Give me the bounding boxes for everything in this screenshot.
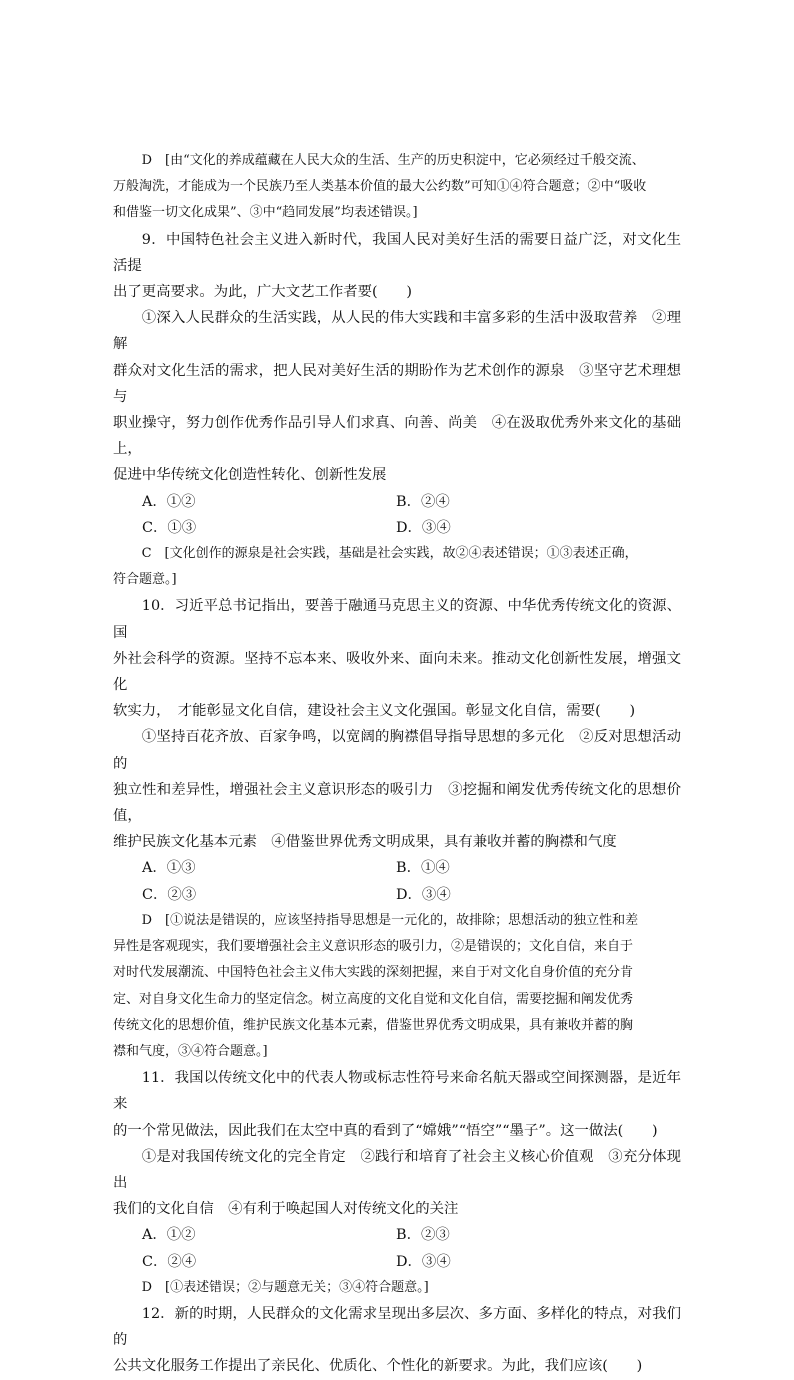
q9-stem-line-2: 出了更高要求。为此，广大文艺工作者要( ) <box>113 284 413 301</box>
q11-answer-line-1: D [①表述错误；②与题意无关；③④符合题意。] <box>141 1279 429 1295</box>
q11-options-row-1 <box>113 1222 681 1248</box>
q10-items-line-2: 独立性和差异性，增强社会主义意识形态的吸引力 ③挖掘和阐发优秀传统文化的思想价值， <box>113 781 681 825</box>
q10-stem-line-1: 10．习近平总书记指出，要善于融通马克思主义的资源、中华优秀传统文化的资源、国 <box>113 598 681 641</box>
q8-answer-line-3: 和借鉴一切文化成果”、③中“趋同发展”均表述错误。] <box>113 205 418 221</box>
q10-stem-line-2: 外社会科学的资源。坚持不忘本来、吸收外来、面向未来。推动文化创新性发展，增强文化 <box>113 650 681 694</box>
q8-answer-line-2: 万般淘洗，才能成为一个民族乃至人类基本价值的最大公约数”可知①④符合题意；②中“吸收 <box>113 179 647 195</box>
q10-answer-line-1: D [①说法是错误的，应该坚持指导思想是一元化的，故排除；思想活动的独立性和差 <box>141 912 639 928</box>
q9-option-b: B．②④ <box>396 493 450 510</box>
q10-answer-line-2: 异性是客观现实，我们要增强社会主义意识形态的吸引力，②是错误的；文化自信，来自于 <box>113 939 634 955</box>
q10-options-row-2 <box>113 882 681 908</box>
q10-answer-line-5: 传统文化的思想价值，维护民族文化基本元素，借鉴世界优秀文明成果，具有兼收并蓄的胸 <box>113 1017 634 1033</box>
q11-items-line-2: 我们的文化自信 ④有利于唤起国人对传统文化的关注 <box>113 1201 459 1218</box>
q10-answer-line-6: 襟和气度，③④符合题意。] <box>113 1043 268 1059</box>
q9-items-line-2: 群众对文化生活的需求，把人民对美好生活的期盼作为艺术创作的源泉 ③坚守艺术理想与 <box>113 362 681 405</box>
q10-option-d: D．③④ <box>396 886 451 903</box>
q8-answer-line-1: D [由“文化的养成蕴藏在人民大众的生活、生产的历史积淀中，它必须经过千般交流、 <box>141 153 645 168</box>
q10-items-line-1: ①坚持百花齐放、百家争鸣，以宽阔的胸襟倡导指导思想的多元化 ②反对思想活动的 <box>113 729 681 772</box>
document-page <box>113 148 681 1380</box>
q11-options-row-2 <box>113 1249 681 1275</box>
q12-stem-line-2: 公共文化服务工作提出了亲民化、优质化、个性化的新要求。为此，我们应该( ) <box>113 1358 643 1375</box>
q9-answer-line-2: 符合题意。] <box>113 572 177 588</box>
q9-options-row-1 <box>113 489 681 515</box>
q10-option-b: B．①④ <box>396 860 450 877</box>
q11-option-b: B．②③ <box>396 1227 450 1244</box>
q10-option-c: C．②③ <box>142 886 197 903</box>
q9-items-line-4: 促进中华传统文化创造性转化、创新性发展 <box>113 467 387 484</box>
q11-option-a: A．①② <box>142 1227 196 1244</box>
q9-answer-line-1: C [文化创作的源泉是社会实践，基础是社会实践，故②④表述错误；①③表述正确， <box>141 546 638 562</box>
q9-items-line-1: ①深入人民群众的生活实践，从人民的伟大实践和丰富多彩的生活中汲取营养 ②理解 <box>113 310 681 353</box>
q9-option-a: A．①② <box>142 493 196 510</box>
q11-stem-line-1: 11．我国以传统文化中的代表人物或标志性符号来命名航天器或空间探测器，是近年来 <box>113 1070 681 1113</box>
q9-options-row-2 <box>113 515 681 541</box>
q9-option-c: C．①③ <box>142 519 197 536</box>
q12-stem-line-1: 12．新的时期，人民群众的文化需求呈现出多层次、多方面、多样化的特点，对我们的 <box>113 1305 681 1349</box>
q10-option-a: A．①③ <box>142 860 196 877</box>
q10-options-row-1 <box>113 855 681 881</box>
q11-items-line-1: ①是对我国传统文化的完全肯定 ②践行和培育了社会主义核心价值观 ③充分体现出 <box>113 1148 681 1191</box>
q11-option-d: D．③④ <box>396 1253 451 1270</box>
q9-option-d: D．③④ <box>396 519 451 536</box>
q9-items-line-3: 职业操守，努力创作优秀作品引导人们求真、向善、尚美 ④在汲取优秀外来文化的基础上， <box>113 415 681 458</box>
q11-option-c: C．②④ <box>142 1253 197 1270</box>
q9-stem-line-1: 9．中国特色社会主义进入新时代，我国人民对美好生活的需要日益广泛，对文化生活提 <box>113 231 681 274</box>
q10-stem-line-3: 软实力， 才能彰显文化自信，建设社会主义文化强国。彰显文化自信，需要( ) <box>113 703 636 720</box>
q10-answer-line-3: 对时代发展潮流、中国特色社会主义伟大实践的深刻把握，来自于对文化自身价值的充分肯 <box>113 965 634 981</box>
q10-answer-line-4: 定、对自身文化生命力的坚定信念。树立高度的文化自觉和文化自信，需要挖掘和阐发优秀 <box>113 991 634 1007</box>
q10-items-line-3: 维护民族文化基本元素 ④借鉴世界优秀文明成果，具有兼收并蓄的胸襟和气度 <box>113 834 617 851</box>
q11-stem-line-2: 的一个常见做法，因此我们在太空中真的看到了“嫦娥”“悟空”“墨子”。这一做法( ) <box>113 1122 658 1139</box>
